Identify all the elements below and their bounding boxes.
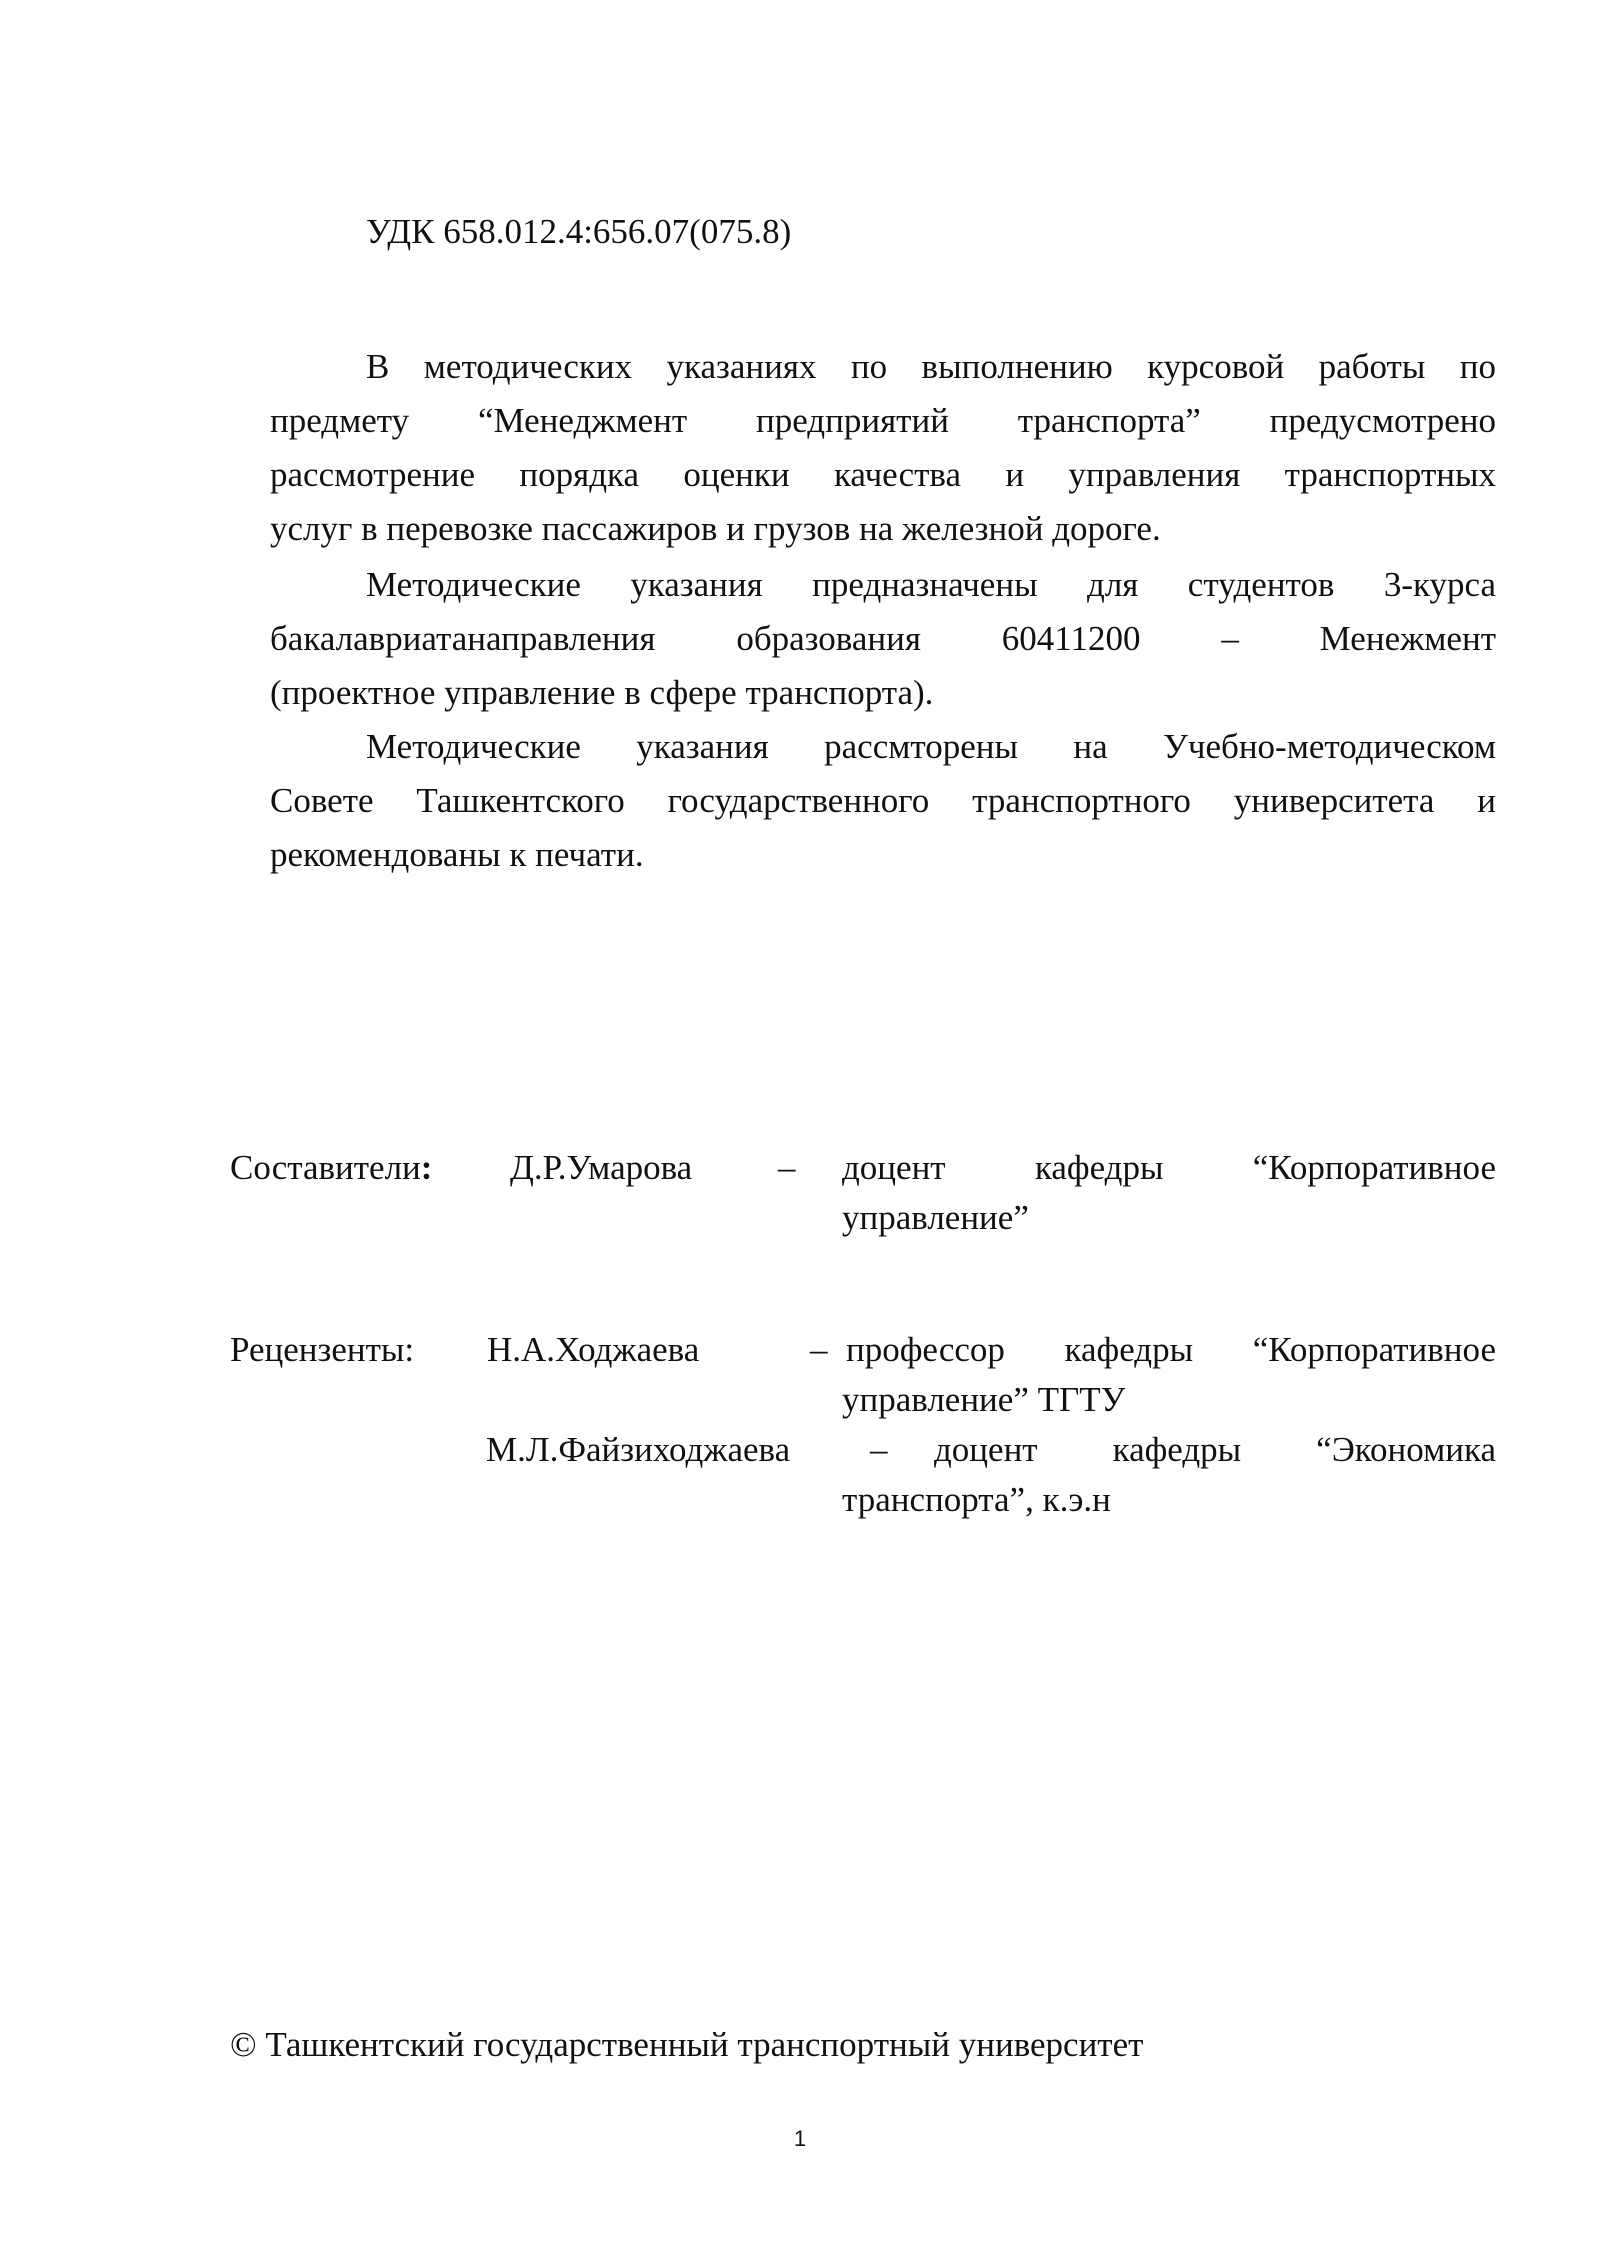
reviewer-dash: – (870, 1430, 888, 1469)
copyright-notice: © Ташкентский государственный транспортный университет (230, 2025, 1144, 2064)
udk-code: УДК 658.012.4:656.07(075.8) (366, 212, 792, 251)
compilers-block (230, 1143, 1496, 1243)
page-number: 1 (793, 2126, 807, 2151)
paragraph-line: рассмотрение порядка оценки качества и управления транспортных (270, 455, 1496, 494)
reviewer-name: Н.А.Ходжаева (487, 1330, 700, 1369)
reviewer-role: доцент кафедры “Экономика (934, 1430, 1496, 1469)
compiler-role-cont: управление” (842, 1198, 1029, 1237)
reviewer-dash: – (810, 1330, 828, 1369)
reviewers-block (230, 1325, 1496, 1525)
compiler-name: Д.Р.Умарова (510, 1148, 693, 1187)
paragraph-line: Совете Ташкентского государственного транспортного университета и (270, 781, 1496, 820)
reviewer-role: профессор кафедры “Корпоративное (846, 1330, 1496, 1369)
reviewer-name: М.Л.Файзиходжаева (486, 1430, 791, 1469)
paragraph-audience (270, 558, 1496, 720)
reviewer-role-cont: транспорта”, к.э.н (842, 1480, 1111, 1519)
paragraph-line: рекомендованы к печати. (270, 835, 644, 874)
paragraph-approval (270, 720, 1496, 882)
reviewer-role-cont: управление” ТГТУ (842, 1380, 1126, 1419)
paragraph-line: услуг в перевозке пассажиров и грузов на железной дороге. (270, 509, 1161, 548)
compiler-dash: – (778, 1148, 796, 1187)
paragraph-line: В методических указаниях по выполнению курсовой работы по (366, 347, 1496, 386)
compiler-role: доцент кафедры “Корпоративное (842, 1148, 1496, 1187)
paragraph-line: бакалавриатанаправления образования 60411200 – Менежмент (270, 619, 1496, 658)
reviewers-label: Рецензенты: (230, 1330, 415, 1369)
compilers-label: Составители: (230, 1148, 433, 1187)
paragraph-line: предмету “Менеджмент предприятий транспорта” предусмотрено (270, 401, 1496, 440)
paragraph-line: Методические указания предназначены для студентов 3-курса (366, 565, 1496, 604)
paragraph-line: Методические указания рассмторены на Учебно-методическом (366, 727, 1496, 766)
paragraph-course-description (270, 340, 1496, 556)
paragraph-line: (проектное управление в сфере транспорта). (270, 673, 934, 712)
